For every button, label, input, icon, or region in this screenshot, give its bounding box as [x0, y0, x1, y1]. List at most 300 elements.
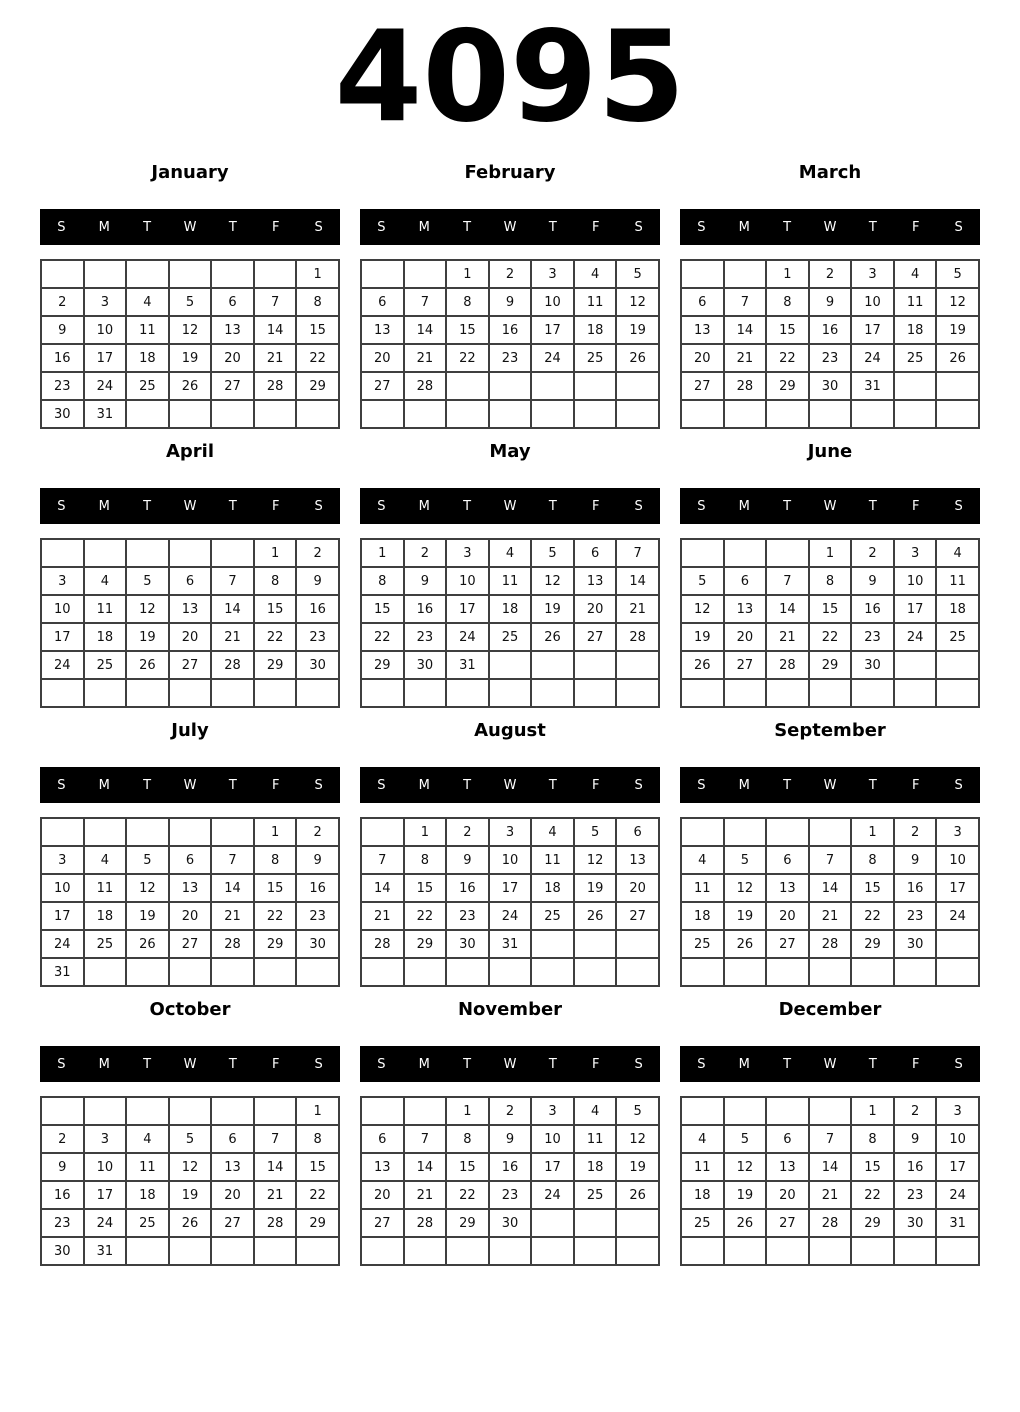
week-row — [41, 344, 339, 372]
day-cell: 30 — [489, 1209, 532, 1237]
month-title: June — [807, 441, 853, 462]
day-cell: 23 — [446, 902, 489, 930]
week-row — [681, 623, 979, 651]
weekday-label: S — [377, 498, 386, 514]
weekday-label: T — [868, 219, 877, 235]
day-cell: 24 — [84, 1209, 127, 1237]
day-cell: 14 — [766, 595, 809, 623]
day-cell: 20 — [766, 902, 809, 930]
empty-day-cell — [936, 679, 979, 707]
weekday-label: S — [57, 1056, 66, 1072]
day-cell: 30 — [446, 930, 489, 958]
empty-day-cell — [809, 958, 852, 986]
empty-day-cell — [574, 400, 617, 428]
weekday-label: S — [377, 1056, 386, 1072]
day-cell: 24 — [446, 623, 489, 651]
day-cell: 16 — [489, 316, 532, 344]
day-cell: 22 — [404, 902, 447, 930]
day-cell: 7 — [254, 288, 297, 316]
weekday-header — [40, 488, 340, 524]
day-cell: 12 — [126, 874, 169, 902]
week-row — [41, 651, 339, 679]
months-grid — [0, 162, 1020, 1278]
day-cell: 19 — [616, 1153, 659, 1181]
empty-day-cell — [894, 400, 937, 428]
weekday-label: T — [143, 498, 152, 514]
day-cell: 6 — [616, 818, 659, 846]
week-row — [361, 623, 659, 651]
empty-day-cell — [446, 958, 489, 986]
day-cell: 2 — [489, 260, 532, 288]
weekday-header — [680, 1046, 980, 1082]
weekday-header — [680, 488, 980, 524]
empty-day-cell — [211, 1237, 254, 1265]
weekday-label: S — [634, 1056, 643, 1072]
weekday-label: F — [271, 219, 280, 235]
empty-day-cell — [169, 1237, 212, 1265]
day-cell: 22 — [361, 623, 404, 651]
day-cell: 20 — [361, 344, 404, 372]
month-title: January — [151, 162, 229, 183]
day-cell: 2 — [489, 1097, 532, 1125]
day-cell: 20 — [211, 1181, 254, 1209]
weekday-label: F — [911, 777, 920, 793]
day-cell: 29 — [361, 651, 404, 679]
day-cell: 22 — [446, 1181, 489, 1209]
day-cell: 26 — [169, 372, 212, 400]
week-row — [41, 930, 339, 958]
day-cell: 25 — [574, 344, 617, 372]
day-cell: 25 — [84, 651, 127, 679]
month-february — [360, 162, 660, 429]
week-row — [361, 316, 659, 344]
weekday-label: T — [228, 1056, 237, 1072]
weekday-label: T — [783, 1056, 792, 1072]
day-cell: 29 — [766, 372, 809, 400]
day-cell: 24 — [531, 344, 574, 372]
day-cell: 31 — [41, 958, 84, 986]
empty-day-cell — [361, 818, 404, 846]
week-row — [681, 818, 979, 846]
week-row — [681, 1097, 979, 1125]
empty-day-cell — [169, 958, 212, 986]
day-cell: 1 — [446, 260, 489, 288]
weekday-header — [360, 209, 660, 245]
day-cell: 14 — [809, 874, 852, 902]
weekday-label: M — [738, 498, 750, 514]
day-cell: 1 — [361, 539, 404, 567]
empty-day-cell — [809, 1237, 852, 1265]
day-cell: 27 — [681, 372, 724, 400]
day-cell: 9 — [489, 288, 532, 316]
empty-day-cell — [126, 539, 169, 567]
weekday-header — [680, 767, 980, 803]
month-august — [360, 720, 660, 987]
empty-day-cell — [211, 958, 254, 986]
day-cell: 13 — [766, 874, 809, 902]
day-cell: 30 — [894, 930, 937, 958]
empty-day-cell — [41, 818, 84, 846]
week-row — [361, 930, 659, 958]
day-cell: 28 — [254, 1209, 297, 1237]
weekday-label: T — [463, 1056, 472, 1072]
day-cell: 13 — [169, 595, 212, 623]
day-cell: 26 — [681, 651, 724, 679]
day-cell: 12 — [126, 595, 169, 623]
month-title: November — [457, 999, 563, 1020]
day-cell: 13 — [211, 1153, 254, 1181]
empty-day-cell — [574, 930, 617, 958]
weekday-label: W — [823, 777, 837, 793]
month-may — [360, 441, 660, 708]
day-cell: 29 — [296, 372, 339, 400]
empty-day-cell — [489, 651, 532, 679]
month-september — [680, 720, 980, 987]
day-cell: 27 — [169, 651, 212, 679]
weekday-label: F — [271, 1056, 280, 1072]
week-row — [681, 539, 979, 567]
calendar-grid — [40, 1096, 340, 1266]
day-cell: 19 — [724, 1181, 767, 1209]
empty-day-cell — [574, 372, 617, 400]
day-cell: 4 — [531, 818, 574, 846]
day-cell: 22 — [446, 344, 489, 372]
day-cell: 2 — [446, 818, 489, 846]
empty-day-cell — [126, 1237, 169, 1265]
month-title: February — [464, 162, 556, 183]
day-cell: 6 — [361, 1125, 404, 1153]
day-cell: 1 — [404, 818, 447, 846]
day-cell: 23 — [489, 344, 532, 372]
weekday-label: T — [783, 219, 792, 235]
weekday-label: S — [954, 777, 963, 793]
day-cell: 15 — [809, 595, 852, 623]
empty-day-cell — [681, 679, 724, 707]
day-cell: 15 — [296, 1153, 339, 1181]
empty-day-cell — [531, 930, 574, 958]
weekday-label: F — [911, 498, 920, 514]
calendar-grid — [40, 259, 340, 429]
day-cell: 28 — [254, 372, 297, 400]
day-cell: 31 — [84, 1237, 127, 1265]
week-row — [361, 1153, 659, 1181]
weekday-label: T — [143, 219, 152, 235]
empty-day-cell — [936, 930, 979, 958]
day-cell: 5 — [616, 1097, 659, 1125]
empty-day-cell — [531, 372, 574, 400]
day-cell: 9 — [41, 1153, 84, 1181]
day-cell: 19 — [574, 874, 617, 902]
month-march — [680, 162, 980, 429]
day-cell: 8 — [404, 846, 447, 874]
day-cell: 5 — [169, 1125, 212, 1153]
day-cell: 17 — [446, 595, 489, 623]
day-cell: 13 — [724, 595, 767, 623]
day-cell: 4 — [489, 539, 532, 567]
weekday-label: T — [548, 1056, 557, 1072]
day-cell: 1 — [851, 1097, 894, 1125]
empty-day-cell — [361, 958, 404, 986]
day-cell: 23 — [404, 623, 447, 651]
day-cell: 28 — [809, 1209, 852, 1237]
empty-day-cell — [296, 679, 339, 707]
empty-day-cell — [574, 651, 617, 679]
day-cell: 17 — [936, 874, 979, 902]
weekday-label: S — [314, 498, 323, 514]
day-cell: 8 — [254, 846, 297, 874]
empty-day-cell — [766, 539, 809, 567]
day-cell: 4 — [84, 846, 127, 874]
day-cell: 23 — [41, 372, 84, 400]
day-cell: 23 — [894, 902, 937, 930]
day-cell: 17 — [894, 595, 937, 623]
week-row — [681, 595, 979, 623]
day-cell: 14 — [809, 1153, 852, 1181]
day-cell: 24 — [531, 1181, 574, 1209]
day-cell: 23 — [489, 1181, 532, 1209]
day-cell: 9 — [489, 1125, 532, 1153]
weekday-label: T — [868, 498, 877, 514]
week-row — [681, 679, 979, 707]
day-cell: 23 — [296, 902, 339, 930]
day-cell: 13 — [169, 874, 212, 902]
day-cell: 3 — [894, 539, 937, 567]
empty-day-cell — [724, 958, 767, 986]
day-cell: 26 — [936, 344, 979, 372]
day-cell: 13 — [361, 316, 404, 344]
empty-day-cell — [404, 1097, 447, 1125]
day-cell: 7 — [361, 846, 404, 874]
day-cell: 16 — [41, 1181, 84, 1209]
empty-day-cell — [126, 679, 169, 707]
day-cell: 31 — [84, 400, 127, 428]
week-row — [41, 539, 339, 567]
day-cell: 5 — [574, 818, 617, 846]
empty-day-cell — [84, 260, 127, 288]
day-cell: 28 — [211, 651, 254, 679]
month-title: September — [774, 720, 886, 741]
day-cell: 1 — [254, 539, 297, 567]
empty-day-cell — [169, 679, 212, 707]
day-cell: 26 — [126, 930, 169, 958]
empty-day-cell — [361, 260, 404, 288]
empty-day-cell — [681, 539, 724, 567]
day-cell: 17 — [41, 623, 84, 651]
weekday-label: F — [591, 1056, 600, 1072]
empty-day-cell — [84, 539, 127, 567]
day-cell: 19 — [169, 1181, 212, 1209]
empty-day-cell — [766, 818, 809, 846]
day-cell: 1 — [296, 260, 339, 288]
month-june — [680, 441, 980, 708]
day-cell: 21 — [809, 1181, 852, 1209]
day-cell: 7 — [404, 1125, 447, 1153]
empty-day-cell — [766, 1237, 809, 1265]
empty-day-cell — [809, 679, 852, 707]
empty-day-cell — [489, 400, 532, 428]
day-cell: 26 — [531, 623, 574, 651]
empty-day-cell — [616, 400, 659, 428]
day-cell: 3 — [851, 260, 894, 288]
day-cell: 31 — [851, 372, 894, 400]
day-cell: 4 — [574, 1097, 617, 1125]
day-cell: 4 — [681, 1125, 724, 1153]
day-cell: 15 — [404, 874, 447, 902]
day-cell: 17 — [84, 1181, 127, 1209]
day-cell: 21 — [254, 344, 297, 372]
day-cell: 6 — [766, 1125, 809, 1153]
day-cell: 7 — [211, 567, 254, 595]
day-cell: 13 — [616, 846, 659, 874]
empty-day-cell — [126, 1097, 169, 1125]
weekday-label: T — [868, 777, 877, 793]
empty-day-cell — [724, 679, 767, 707]
day-cell: 24 — [489, 902, 532, 930]
day-cell: 10 — [531, 1125, 574, 1153]
weekday-label: S — [314, 1056, 323, 1072]
day-cell: 24 — [936, 1181, 979, 1209]
weekday-label: T — [463, 219, 472, 235]
week-row — [41, 818, 339, 846]
week-row — [681, 1153, 979, 1181]
day-cell: 20 — [211, 344, 254, 372]
empty-day-cell — [616, 679, 659, 707]
weekday-label: T — [783, 498, 792, 514]
day-cell: 14 — [254, 1153, 297, 1181]
weekday-header — [40, 209, 340, 245]
day-cell: 2 — [851, 539, 894, 567]
day-cell: 21 — [809, 902, 852, 930]
day-cell: 16 — [41, 344, 84, 372]
day-cell: 7 — [404, 288, 447, 316]
day-cell: 28 — [616, 623, 659, 651]
day-cell: 27 — [361, 372, 404, 400]
day-cell: 30 — [41, 400, 84, 428]
weekday-label: M — [418, 1056, 430, 1072]
day-cell: 2 — [809, 260, 852, 288]
day-cell: 16 — [894, 874, 937, 902]
day-cell: 7 — [616, 539, 659, 567]
day-cell: 11 — [936, 567, 979, 595]
weekday-header — [40, 1046, 340, 1082]
day-cell: 29 — [296, 1209, 339, 1237]
day-cell: 16 — [489, 1153, 532, 1181]
week-row — [681, 288, 979, 316]
week-row — [681, 567, 979, 595]
empty-day-cell — [616, 1209, 659, 1237]
empty-day-cell — [404, 1237, 447, 1265]
day-cell: 12 — [724, 1153, 767, 1181]
day-cell: 5 — [531, 539, 574, 567]
week-row — [41, 623, 339, 651]
empty-day-cell — [936, 651, 979, 679]
weekday-label: S — [57, 777, 66, 793]
week-row — [361, 372, 659, 400]
day-cell: 5 — [936, 260, 979, 288]
day-cell: 28 — [404, 1209, 447, 1237]
week-row — [681, 846, 979, 874]
day-cell: 3 — [936, 1097, 979, 1125]
month-october — [40, 999, 340, 1266]
weekday-label: T — [143, 1056, 152, 1072]
week-row — [41, 1237, 339, 1265]
day-cell: 13 — [681, 316, 724, 344]
day-cell: 14 — [361, 874, 404, 902]
week-row — [681, 1181, 979, 1209]
day-cell: 18 — [681, 902, 724, 930]
empty-day-cell — [616, 1237, 659, 1265]
empty-day-cell — [126, 260, 169, 288]
empty-day-cell — [681, 1097, 724, 1125]
day-cell: 12 — [169, 1153, 212, 1181]
day-cell: 18 — [84, 902, 127, 930]
week-row — [681, 344, 979, 372]
day-cell: 18 — [126, 344, 169, 372]
day-cell: 22 — [851, 902, 894, 930]
day-cell: 20 — [361, 1181, 404, 1209]
day-cell: 21 — [724, 344, 767, 372]
day-cell: 25 — [531, 902, 574, 930]
weekday-label: M — [98, 498, 110, 514]
day-cell: 18 — [126, 1181, 169, 1209]
day-cell: 15 — [446, 1153, 489, 1181]
day-cell: 25 — [894, 344, 937, 372]
day-cell: 4 — [126, 288, 169, 316]
day-cell: 10 — [489, 846, 532, 874]
day-cell: 10 — [894, 567, 937, 595]
empty-day-cell — [169, 818, 212, 846]
day-cell: 8 — [361, 567, 404, 595]
weekday-label: F — [591, 777, 600, 793]
empty-day-cell — [724, 260, 767, 288]
day-cell: 28 — [404, 372, 447, 400]
week-row — [681, 958, 979, 986]
week-row — [681, 874, 979, 902]
empty-day-cell — [531, 1209, 574, 1237]
empty-day-cell — [84, 958, 127, 986]
day-cell: 8 — [296, 1125, 339, 1153]
day-cell: 17 — [531, 316, 574, 344]
day-cell: 31 — [489, 930, 532, 958]
week-row — [41, 1125, 339, 1153]
weekday-label: F — [591, 498, 600, 514]
day-cell: 11 — [531, 846, 574, 874]
day-cell: 26 — [126, 651, 169, 679]
day-cell: 11 — [894, 288, 937, 316]
empty-day-cell — [616, 930, 659, 958]
day-cell: 16 — [404, 595, 447, 623]
weekday-label: W — [823, 219, 837, 235]
day-cell: 26 — [724, 930, 767, 958]
day-cell: 30 — [809, 372, 852, 400]
day-cell: 25 — [681, 930, 724, 958]
month-title: July — [171, 720, 209, 741]
week-row — [361, 1237, 659, 1265]
empty-day-cell — [766, 400, 809, 428]
day-cell: 27 — [616, 902, 659, 930]
day-cell: 21 — [361, 902, 404, 930]
day-cell: 10 — [531, 288, 574, 316]
empty-day-cell — [84, 818, 127, 846]
weekday-label: W — [503, 498, 517, 514]
empty-day-cell — [851, 679, 894, 707]
day-cell: 10 — [84, 316, 127, 344]
day-cell: 12 — [616, 288, 659, 316]
empty-day-cell — [254, 400, 297, 428]
day-cell: 23 — [809, 344, 852, 372]
day-cell: 28 — [724, 372, 767, 400]
weekday-header — [680, 209, 980, 245]
